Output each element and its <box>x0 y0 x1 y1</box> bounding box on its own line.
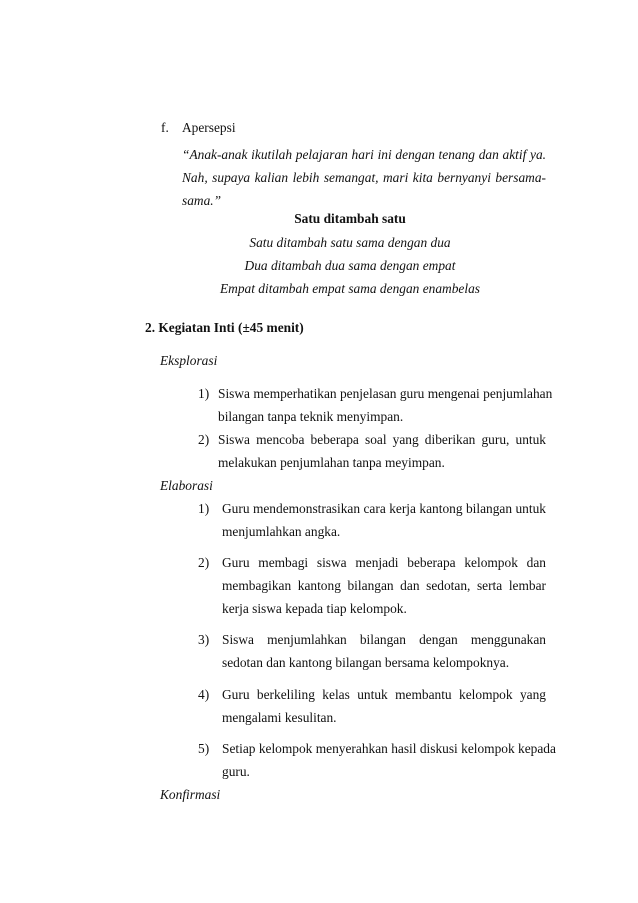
list-item-line: kerja siswa kepada tiap kelompok. <box>222 601 407 616</box>
song-line: Satu ditambah satu sama dengan dua <box>249 235 451 250</box>
list-number: 4) <box>198 687 210 702</box>
song-title: Satu ditambah satu <box>294 211 406 226</box>
quote-line: sama.” <box>182 193 222 208</box>
list-item-line: membagikan kantong bilangan dan sedotan, serta lembar <box>222 578 546 593</box>
list-item-line: mengalami kesulitan. <box>222 710 337 725</box>
list-item-line: Siswa memperhatikan penjelasan guru mengenai penjumlahan <box>218 386 553 401</box>
list-item-line: sedotan dan kantong bilangan bersama kelompoknya. <box>222 655 510 670</box>
subsection-label-elaborasi: Elaborasi <box>160 478 213 493</box>
quote-line: “Anak-anak ikutilah pelajaran hari ini dengan tenang dan aktif ya. <box>182 147 546 162</box>
list-number: 5) <box>198 741 210 756</box>
quote-line: Nah, supaya kalian lebih semangat, mari kita bernyanyi bersama- <box>182 170 546 185</box>
list-item-line: Guru mendemonstrasikan cara kerja kantong bilangan untuk <box>222 501 546 516</box>
section-heading-kegiatan-inti: 2. Kegiatan Inti (±45 menit) <box>145 320 304 335</box>
list-number: 2) <box>198 432 210 447</box>
list-item-line: Guru berkeliling kelas untuk membantu kelompok yang <box>222 687 546 702</box>
subsection-label-eksplorasi: Eksplorasi <box>160 353 218 368</box>
list-item-line: Guru membagi siswa menjadi beberapa kelompok dan <box>222 555 546 570</box>
list-item-line: guru. <box>222 764 250 779</box>
list-number: 1) <box>198 386 210 401</box>
subsection-label-konfirmasi: Konfirmasi <box>160 787 221 802</box>
list-item-line: bilangan tanpa teknik menyimpan. <box>218 409 404 424</box>
song-line: Empat ditambah empat sama dengan enambelas <box>220 281 480 296</box>
list-number: 2) <box>198 555 210 570</box>
song-line: Dua ditambah dua sama dengan empat <box>244 258 456 273</box>
list-item-line: melakukan penjumlahan tanpa meyimpan. <box>218 455 445 470</box>
list-number: 1) <box>198 501 210 516</box>
list-item-line: Siswa menjumlahkan bilangan dengan menggunakan <box>222 632 546 647</box>
list-item-line: Siswa mencoba beberapa soal yang diberikan guru, untuk <box>218 432 546 447</box>
list-marker: f. <box>161 120 169 135</box>
list-item-line: menjumlahkan angka. <box>222 524 341 539</box>
section-heading-apersepsi: Apersepsi <box>182 120 236 135</box>
list-number: 3) <box>198 632 210 647</box>
list-item-line: Setiap kelompok menyerahkan hasil diskusi kelompok kepada <box>222 741 556 756</box>
